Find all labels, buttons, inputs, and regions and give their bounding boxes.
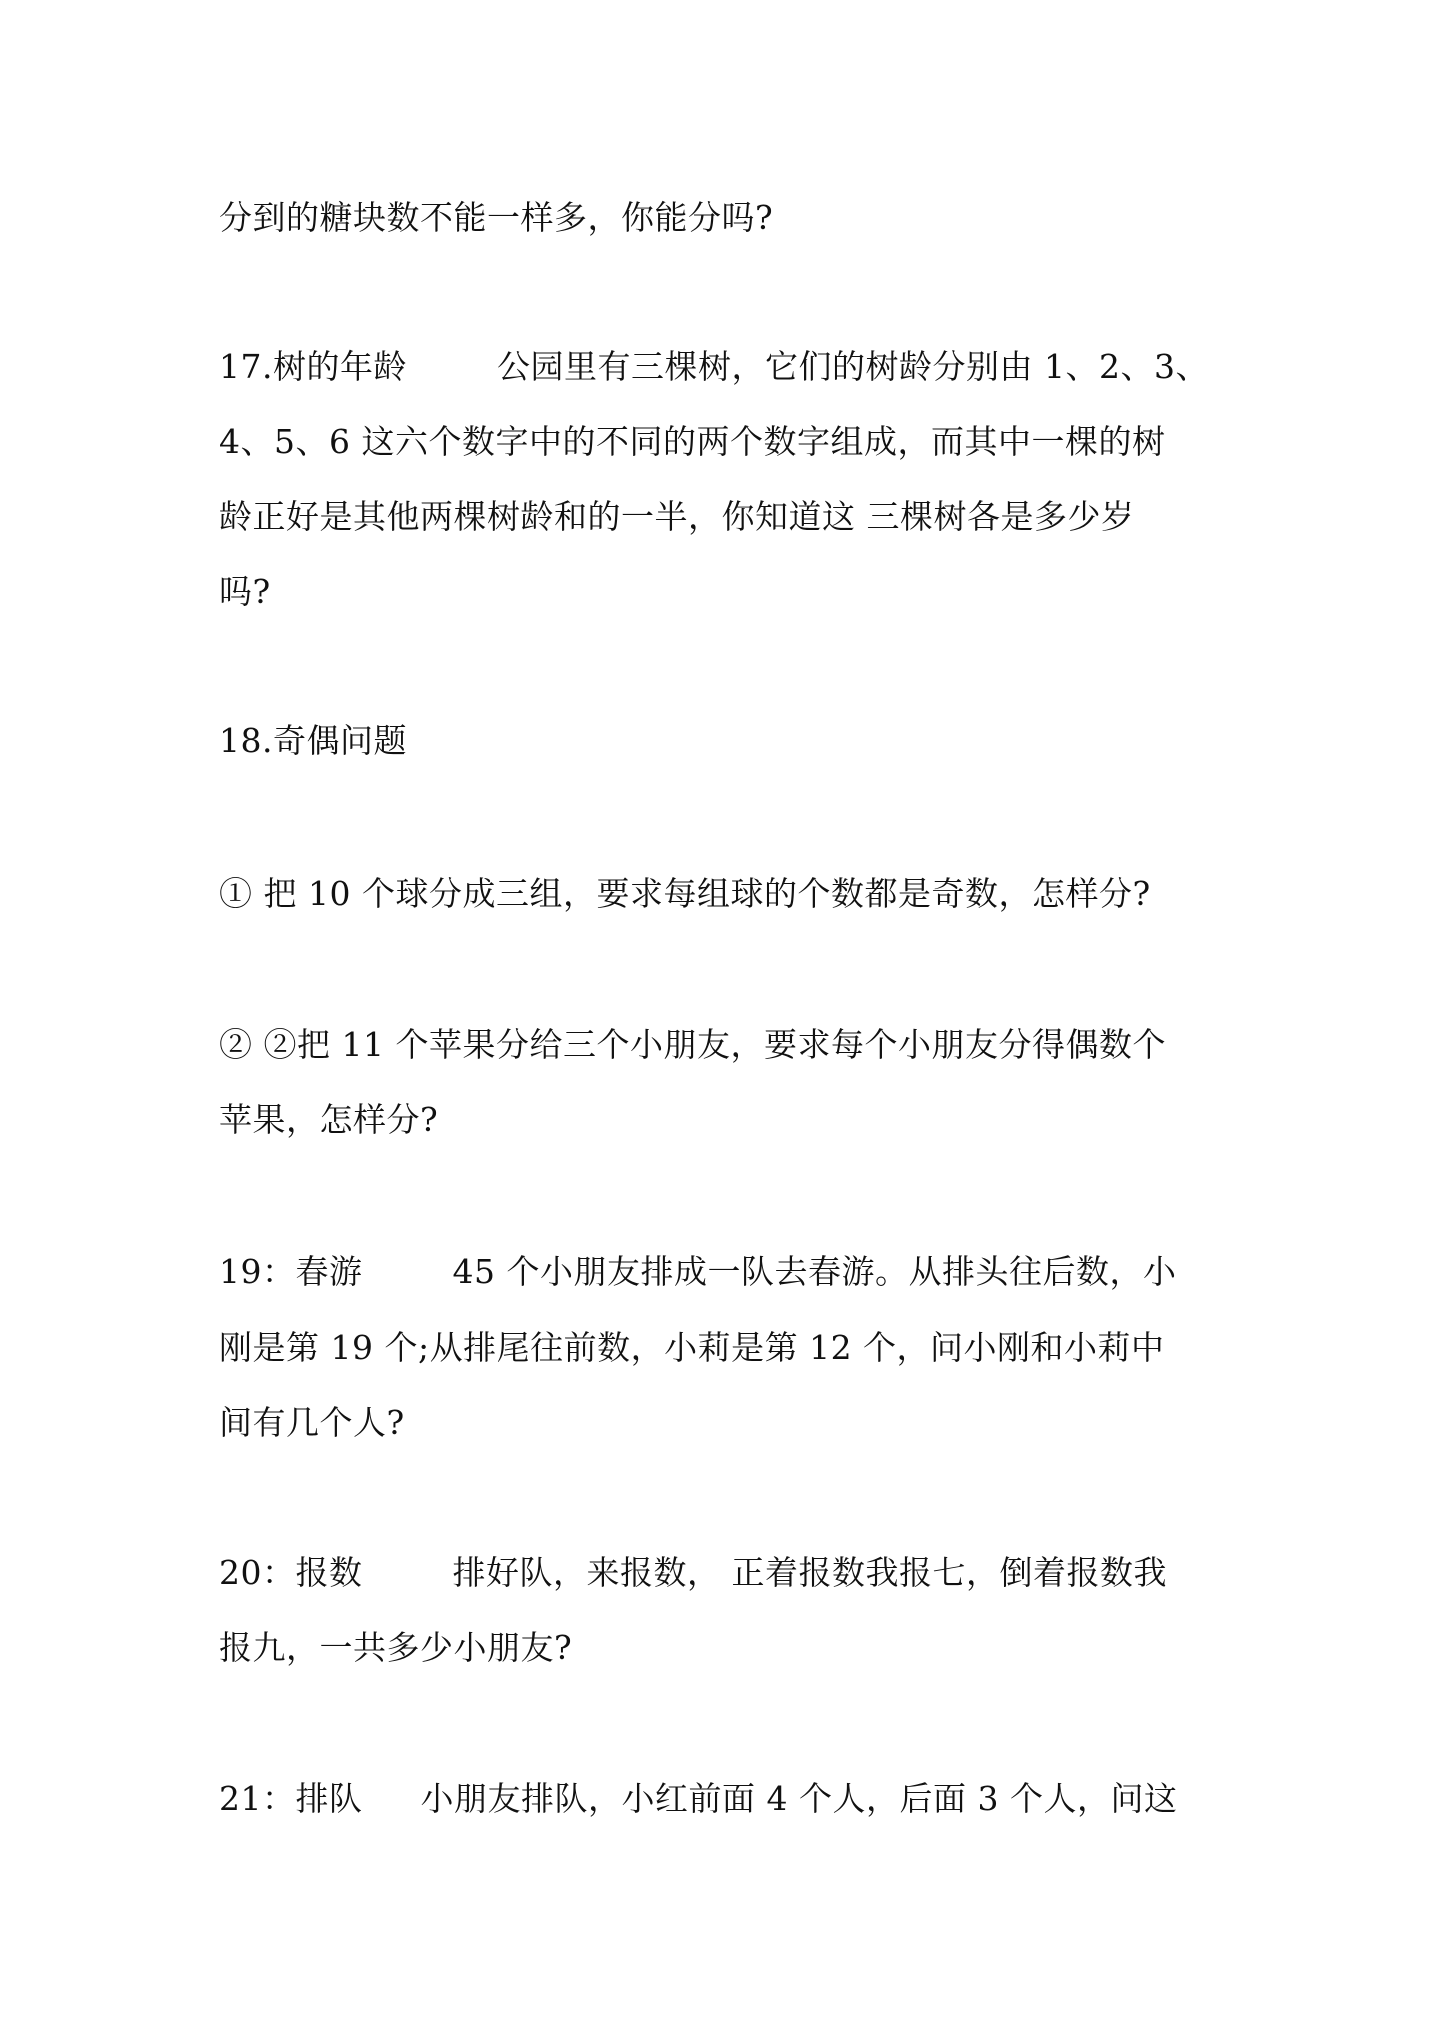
problem-20-first-line xyxy=(219,1551,1229,1595)
problem-18-question-2-line-2: 苹果，怎样分? xyxy=(219,1100,439,1139)
problem-17-text-line-2: 4、5、6 这六个数字中的不同的两个数字组成，而其中一棵的树 xyxy=(219,422,1166,461)
problem-21-first-line xyxy=(219,1777,1229,1821)
problem-19-title: 19：春游 xyxy=(219,1252,363,1291)
problem-19-text-line-1: 45 个小朋友排成一队去春游。从排头往后数，小 xyxy=(452,1252,1177,1291)
problem-19-text-line-2: 刚是第 19 个;从排尾往前数，小莉是第 12 个，问小刚和小莉中 xyxy=(219,1328,1165,1367)
problem-20-text-line-2: 报九，一共多少小朋友? xyxy=(219,1628,573,1667)
problem-18-question-1: ① 把 10 个球分成三组，要求每组球的个数都是奇数，怎样分? xyxy=(219,874,1151,913)
problem-17-text-line-4: 吗? xyxy=(219,572,271,611)
problem-21-title: 21：排队 xyxy=(219,1779,363,1818)
problem-17-title: 17.树的年龄 xyxy=(219,347,407,386)
paragraph-16-tail: 分到的糖块数不能一样多，你能分吗? xyxy=(219,198,774,237)
problem-20-title: 20：报数 xyxy=(219,1553,363,1592)
problem-21-text-line-1: 小朋友排队，小红前面 4 个人，后面 3 个人，问这 xyxy=(420,1779,1178,1818)
problem-19-text-line-3: 间有几个人? xyxy=(219,1403,405,1442)
problem-17-text-line-3: 龄正好是其他两棵树龄和的一半，你知道这 三棵树各是多少岁 xyxy=(219,497,1135,536)
problem-20-text-line-1: 排好队，来报数， 正着报数我报七，倒着报数我 xyxy=(452,1553,1167,1592)
problem-17-text-line-1: 公园里有三棵树，它们的树龄分别由 1、2、3、 xyxy=(496,347,1209,386)
problem-18-question-2-line-1: ② ②把 11 个苹果分给三个小朋友，要求每个小朋友分得偶数个 xyxy=(219,1025,1166,1064)
problem-17-first-line xyxy=(219,345,1229,389)
problem-19-first-line xyxy=(219,1250,1229,1294)
problem-18-title: 18.奇偶问题 xyxy=(219,721,407,760)
